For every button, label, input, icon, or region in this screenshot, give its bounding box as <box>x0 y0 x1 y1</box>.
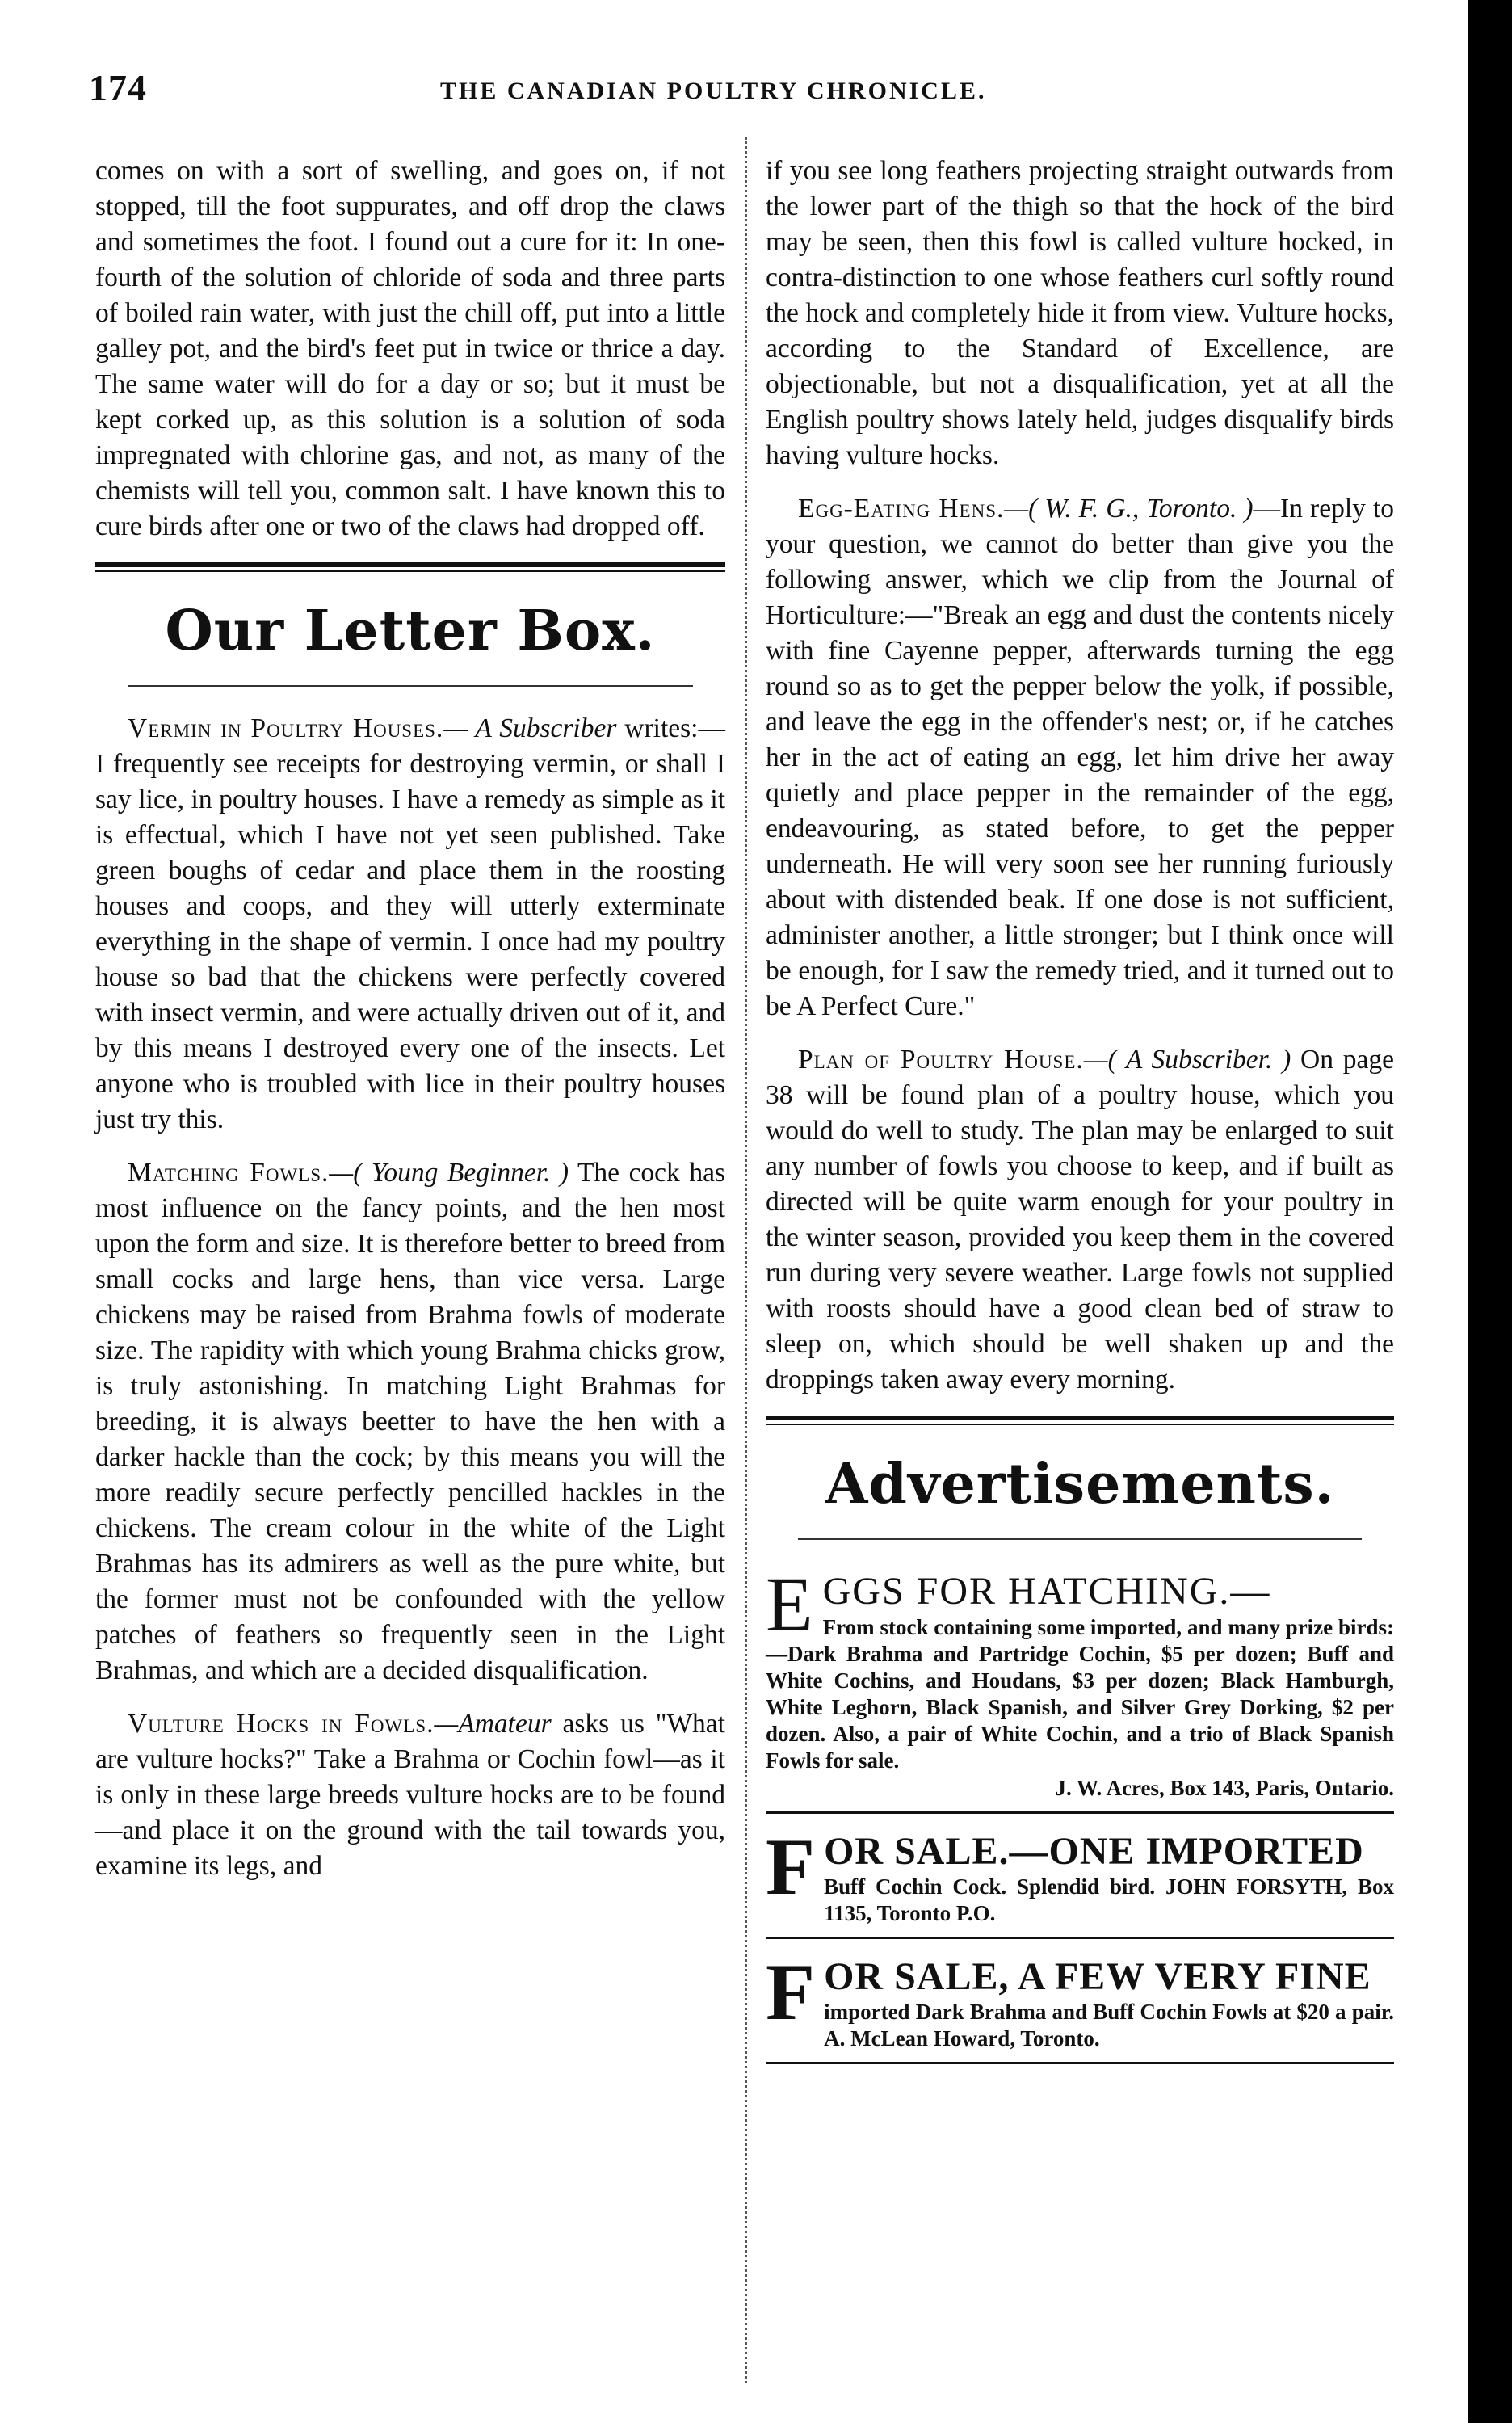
ad-title: EGGS FOR HATCHING.— <box>766 1561 1271 1647</box>
ad-title: FOR SALE.—ONE IMPORTED <box>766 1822 1364 1912</box>
advertisement-imported <box>766 1822 1394 1939</box>
left-column <box>95 154 725 1902</box>
letter-heading: Matching Fowls. <box>128 1158 330 1188</box>
ad-signature: J. W. Acres, Box 143, Paris, Ontario. <box>1055 1776 1394 1800</box>
ad-body: imported Dark Brahma and Buff Cochin Fowls at $20 a pair. A. McLean Howard, Toronto. <box>824 2000 1394 2051</box>
letter-body: writes:—I frequently see receipts for destroying vermin, or shall I say lice, in poultry houses. I have a remedy as simple as it is effectual, which I have not yet seen published. Take green boughs of cedar and place them in the roosting houses and coops, and they will utterly exterminate everything in the shape of vermin. I once had my poultry house so bad that the chickens were perfectly covered with insect vermin, and were actually driven out of it, and by this means I destroyed every one of the insects. Let anyone who is troubled with lice in their poultry houses just try this. <box>95 713 725 1134</box>
drop-cap: E <box>766 1561 815 1647</box>
paragraph-vulture-continued: if you see long feathers projecting straight outwards from the lower part of the thigh so that the hock of the bird may be seen, then this fowl is called vulture hocked, in contra-distinction to one whose feathers curl softly round the hock and completely hide it from view. Vulture hocks, according to the Standard of Excellence, are objectionable, but not a disqualification, yet at all the English poultry shows lately held, judges disqualify birds having vulture hocks. <box>766 156 1394 470</box>
letter-author: —( W. F. G., Toronto. ) <box>1004 494 1254 524</box>
page-header <box>89 66 1430 115</box>
ad-title: FOR SALE, A FEW VERY FINE <box>766 1947 1371 2037</box>
section-heading-advertisements: Advertisements. <box>825 1452 1335 1516</box>
letter-body: asks us "What are vulture hocks?" Take a Brahma or Cochin fowl—as it is only in these large breeds vulture hocks are to be found—and place it on the ground with the tail towards you, examine its legs, and <box>95 1709 725 1881</box>
column-divider <box>745 137 747 2383</box>
advertisement-fine <box>766 1947 1394 2064</box>
letter-egg-eating <box>766 491 1394 1024</box>
letter-heading: Plan of Poultry House. <box>798 1045 1084 1075</box>
letter-heading: Egg-Eating Hens. <box>798 494 1005 524</box>
drop-cap: F <box>766 1947 817 2037</box>
letter-author: —( Young Beginner. ) <box>329 1158 569 1188</box>
letter-plan <box>766 1042 1394 1398</box>
letter-author: —( A Subscriber. ) <box>1083 1045 1292 1075</box>
heading-rule <box>798 1538 1362 1540</box>
ad-body: Buff Cochin Cock. Splendid bird. JOHN FORSYTH, Box 1135, Toronto P.O. <box>824 1874 1394 1925</box>
letter-body: On page 38 will be found plan of a poultry house, which you would do well to study. The plan may be enlarged to suit any number of fowls you choose to keep, and if built as directed will be quite warm enough for your poultry in the winter season, provided you keep them in the covered run during very severe weather. Large fowls not supplied with roosts should have a good clean bed of straw to sleep on, which should be well shaken up and the droppings taken away every morning. <box>766 1045 1395 1394</box>
section-heading-letter-box: Our Letter Box. <box>165 599 656 663</box>
letter-body: The cock has most influence on the fancy points, and the hen most upon the form and size. It is therefore better to breed from small cocks and large hens, than vice versa. Large chickens may be raised from Brahma fowls of moderate size. The rapidity with which young Brahma chicks grow, is truly astonishing. In matching Light Brahmas for breeding, it is always beetter to have the hen with a darker hackle than the cock; by this means you will the more readily secure perfectly pencilled hackles in the chickens. The cream colour in the white of the Light Brahmas has its admirers as well as the pure white, but the former must not be confounded with the yellow patches of feathers so frequently seen in the Light Brahmas, and which are a decided disqualification. <box>95 1158 725 1685</box>
scan-edge <box>1468 0 1512 2423</box>
right-column <box>766 154 1394 2076</box>
letter-vermin <box>95 711 725 1138</box>
letter-heading: Vulture Hocks in Fowls. <box>128 1709 435 1739</box>
ad-body: From stock containing some imported, and many prize birds:—Dark Brahma and Partridge Cochin, $5 per dozen; Buff and White Cochins, and Houdans, $3 per dozen; Black Hamburgh, White Leghorn, Black Spanish, and Silver Grey Dorking, $2 per dozen. Also, a pair of White Cochin, and a trio of Black Spanish Fowls for sale. <box>766 1615 1394 1773</box>
letter-author: —Amateur <box>434 1709 552 1739</box>
section-rule <box>766 1416 1394 1425</box>
running-title: THE CANADIAN POULTRY CHRONICLE. <box>440 78 987 104</box>
paragraph-foot-cure: comes on with a sort of swelling, and goes on, if not stopped, till the foot suppurates, and off drop the claws and sometimes the foot. I found out a cure for it: In one-fourth of the solution of chloride of soda and three parts of boiled rain water, with just the chill off, put into a little galley pot, and the bird's feet put in twice or thrice a day. The same water will do for a day or so; but it must be kept corked up, as this solution is a solution of soda impregnated with chlorine gas, and not, as many of the chemists will tell you, common salt. I have known this to cure birds after one or two of the claws had dropped off. <box>95 156 725 541</box>
drop-cap: F <box>766 1822 817 1912</box>
letter-heading: Vermin in Poultry Houses. <box>128 713 444 743</box>
page-number: 174 <box>89 67 147 108</box>
advertisement-eggs <box>766 1561 1394 1814</box>
letter-author: — A Subscriber <box>443 713 617 743</box>
letter-vulture <box>95 1706 725 1884</box>
letter-body: —In reply to your question, we cannot do better than give you the following answer, which we clip from the Journal of Horticulture:—"Break an egg and dust the contents nicely with fine Cayenne pepper, afterwards turning the egg round so as to get the pepper below the yolk, if possible, and leave the egg in the offender's nest; or, if he catches her in the act of eating an egg, let him drive her away quietly and place pepper in the remainder of the egg, endeavouring, as stated before, to get the pepper underneath. He will very soon see her running furiously about with distended beak. If one dose is not sufficient, administer another, a little stronger; but I think once will be enough, for I saw the remedy tried, and it turned out to be A Perfect Cure." <box>766 494 1395 1021</box>
heading-rule <box>128 685 693 687</box>
letter-matching <box>95 1155 725 1689</box>
section-rule <box>95 562 725 572</box>
